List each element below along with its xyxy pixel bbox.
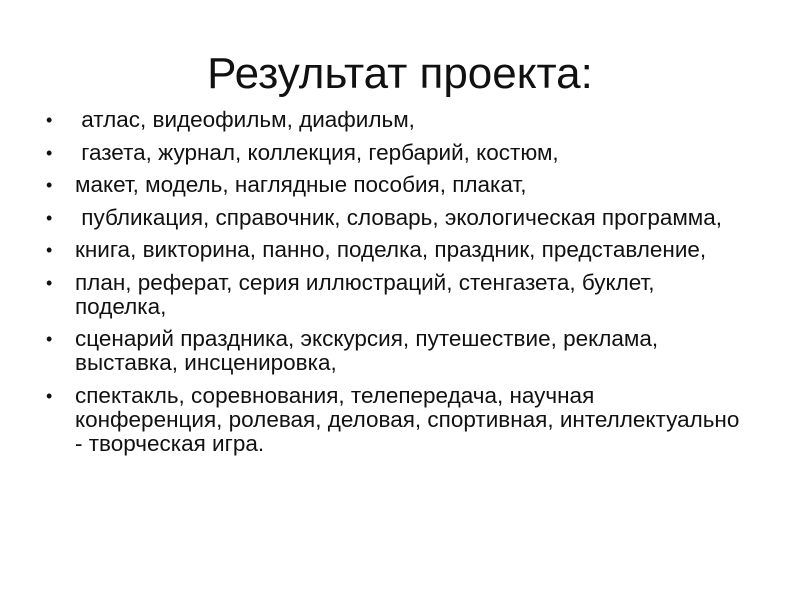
list-item — [46, 238, 746, 262]
bullet-icon: • — [46, 207, 53, 228]
list-item — [46, 384, 746, 456]
list-item-text: газета, журнал, коллекция, гербарий, костюм, — [75, 139, 559, 165]
bullet-icon: • — [46, 142, 53, 163]
list-item — [46, 141, 746, 165]
list-item-text: публикация, справочник, словарь, экологическая программа, — [75, 204, 723, 230]
bullet-icon: • — [46, 272, 53, 293]
bullet-icon: • — [46, 240, 53, 260]
list-item-text: спектакль, соревнования, телепередача, научная конференция, ролевая, деловая, спортивная, интеллектуально - творческая игра. — [75, 382, 740, 456]
bullet-icon: • — [46, 175, 53, 195]
list-item — [46, 173, 746, 197]
list-item — [46, 327, 746, 375]
list-item-text: атлас, видеофильм, диафильм, — [75, 107, 415, 132]
bullet-list — [46, 108, 746, 464]
bullet-icon: • — [46, 329, 53, 349]
list-item-text: макет, модель, наглядные пособия, плакат, — [75, 172, 527, 197]
list-item — [46, 206, 746, 230]
list-item — [46, 271, 746, 319]
slide-title: Результат проекта: — [207, 49, 593, 98]
list-item-text: книга, викторина, панно, поделка, праздник, представление, — [75, 237, 707, 262]
bullet-icon: • — [46, 110, 53, 130]
list-item — [46, 108, 746, 132]
list-item-text: план, реферат, серия иллюстраций, стенгазета, буклет, поделка, — [75, 269, 655, 319]
list-item-text: сценарий праздника, экскурсия, путешествие, реклама, выставка, инсценировка, — [75, 326, 659, 375]
bullet-icon: • — [46, 385, 53, 406]
